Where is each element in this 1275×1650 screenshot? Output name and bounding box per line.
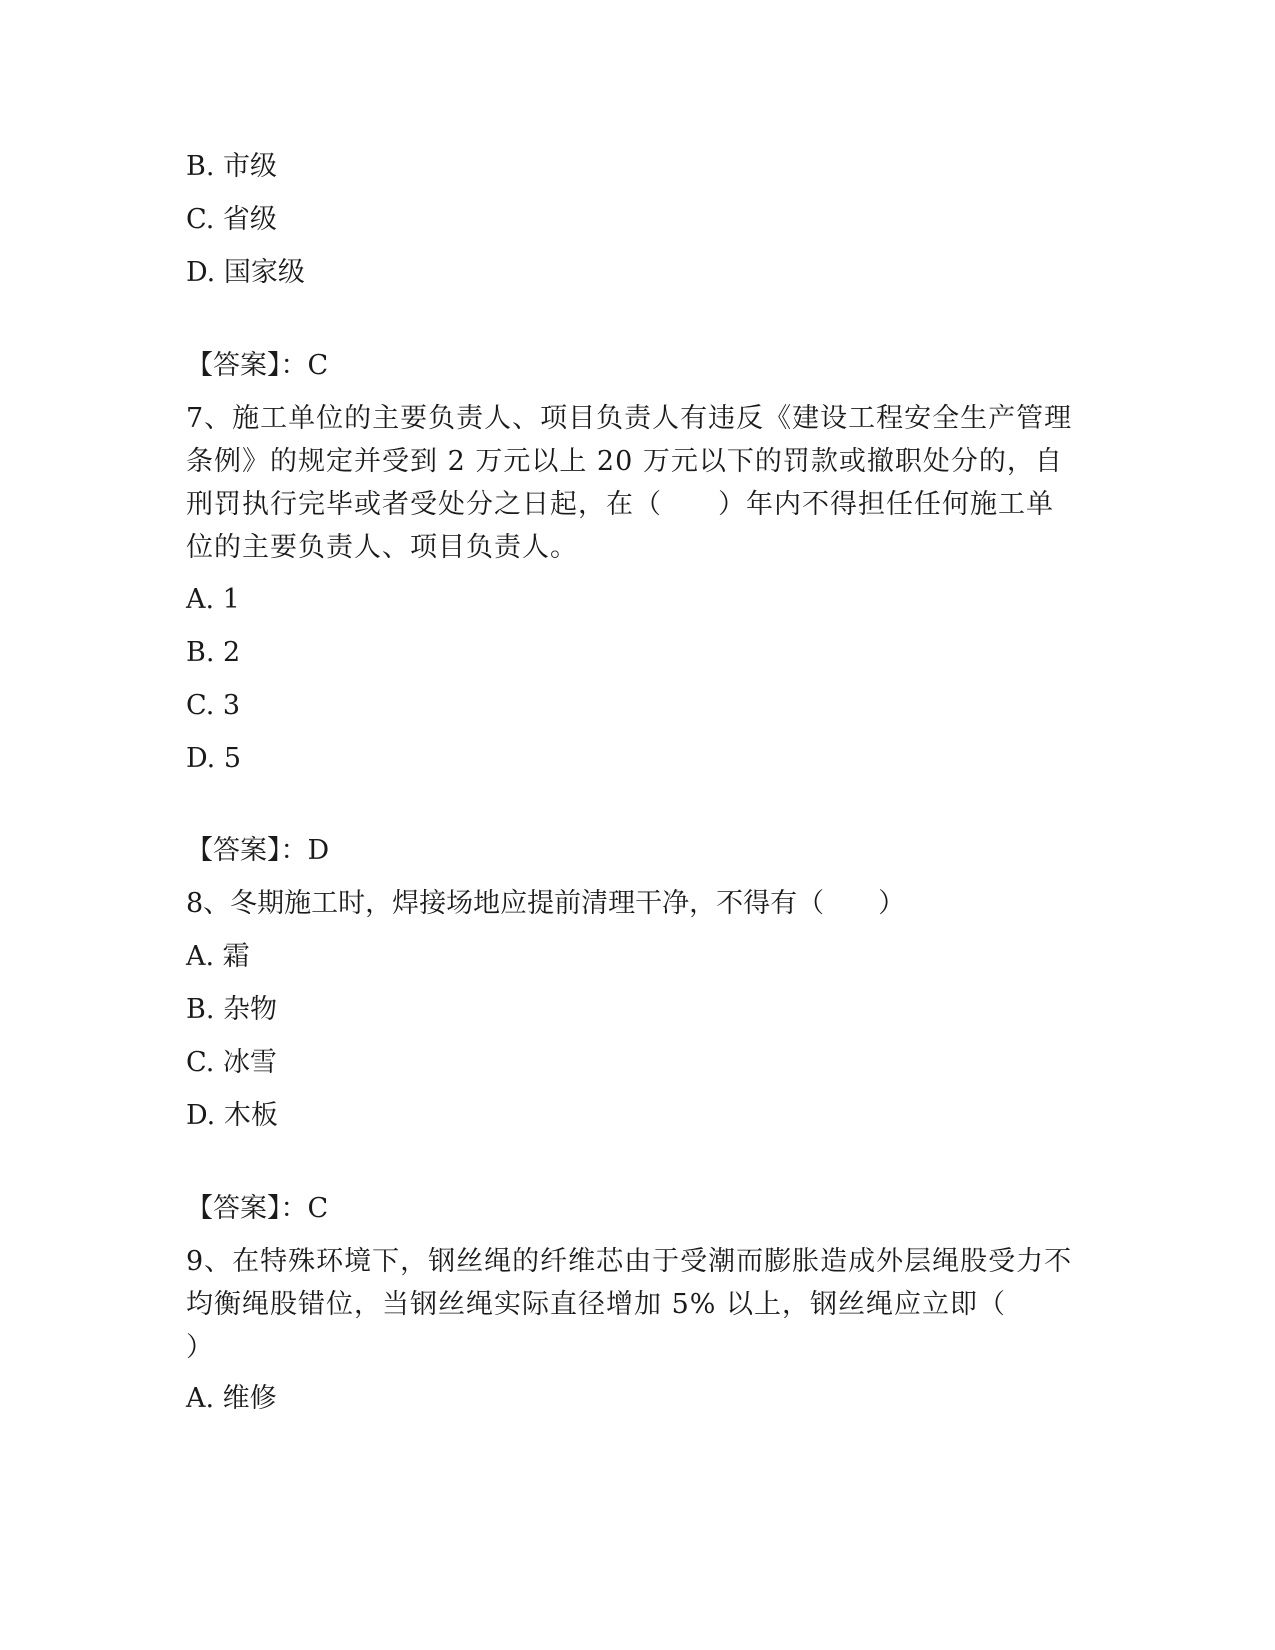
q9-question: 9、在特殊环境下，钢丝绳的纤维芯由于受潮而膨胀造成外层绳股受力不均衡绳股错位，当钢丝绳实际直径增加 5% 以上，钢丝绳应立即（ ） (186, 1246, 1073, 1363)
q7-answer: 【答案】：D (186, 835, 330, 866)
q7-question: 7、施工单位的主要负责人、项目负责人有违反《建设工程安全生产管理条例》的规定并受到 2 万元以上 20 万元以下的罚款或撤职处分的，自刑罚执行完毕或者受处分之日起，在（ ）年内不得担任任何施工单位的主要负责人、项目负责人。 (186, 403, 1073, 563)
q6-answer: 【答案】：C (186, 350, 329, 381)
q7-option-b: B. 2 (186, 637, 241, 668)
q6-option-b: B. 市级 (186, 151, 278, 182)
q8-question: 8、冬期施工时，焊接场地应提前清理干净，不得有（ ） (186, 888, 906, 919)
q8-option-a: A. 霜 (186, 941, 250, 972)
q8-option-c: C. 冰雪 (186, 1047, 277, 1078)
q9-option-a: A. 维修 (186, 1383, 277, 1414)
q6-option-c: C. 省级 (186, 204, 277, 235)
q8-option-d: D. 木板 (186, 1100, 278, 1131)
q7-option-d: D. 5 (186, 743, 242, 774)
q7-option-a: A. 1 (186, 584, 240, 615)
q8-answer: 【答案】：C (186, 1193, 329, 1224)
q7-option-c: C. 3 (186, 690, 241, 721)
q6-option-d: D. 国家级 (186, 257, 305, 288)
q8-option-b: B. 杂物 (186, 994, 278, 1025)
